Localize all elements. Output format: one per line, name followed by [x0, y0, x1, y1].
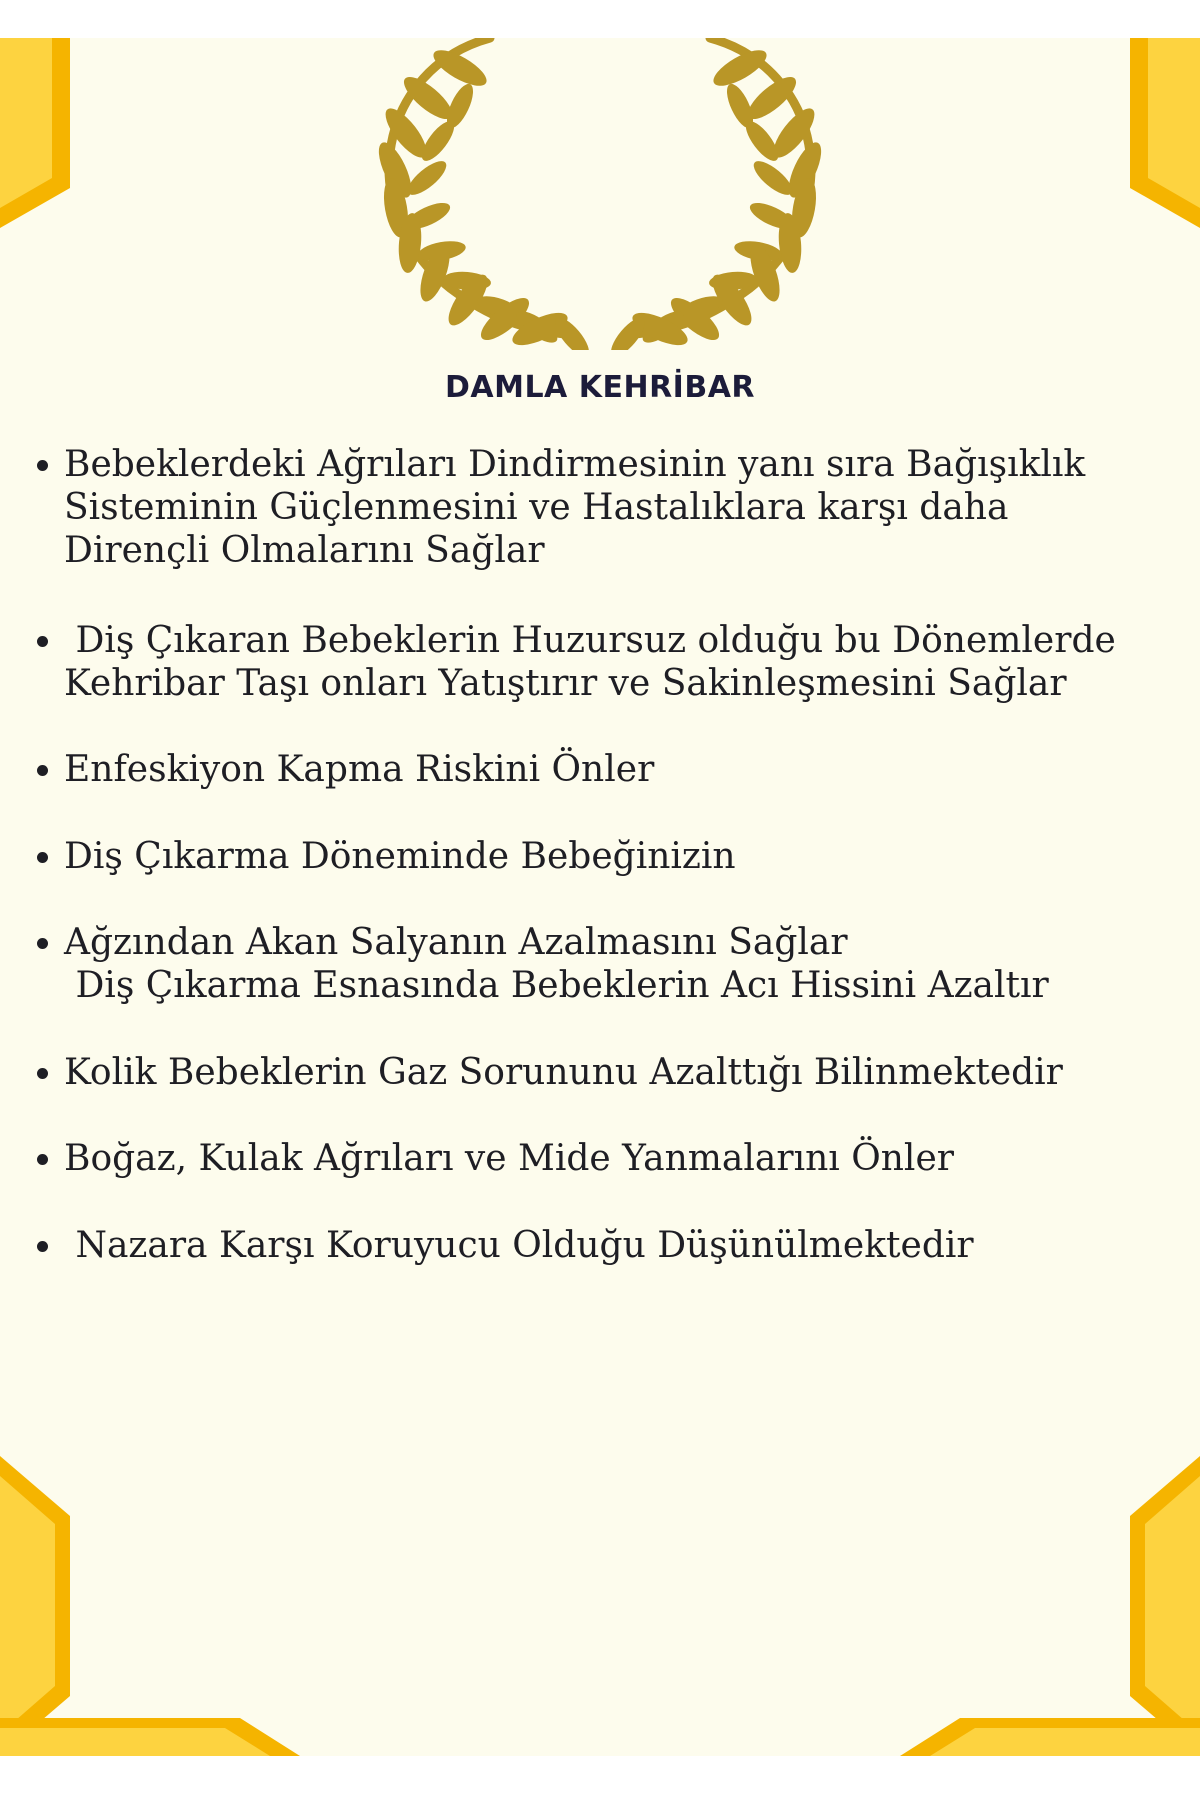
list-item-line: Bebeklerdeki Ağrıları Dindirmesinin yanı sıra Bağışıklık — [64, 444, 1086, 485]
bullet-icon — [37, 938, 48, 949]
bullet-icon — [37, 636, 48, 647]
list-item-line: Nazara Karşı Koruyucu Olduğu Düşünülmektedir — [64, 1225, 974, 1266]
bullet-icon — [37, 1154, 48, 1165]
bullet-icon — [37, 852, 48, 863]
page-title: DAMLA KEHRİBAR — [444, 370, 756, 405]
list-item-line: Diş Çıkaran Bebeklerin Huzursuz olduğu bu Dönemlerde — [64, 620, 1116, 661]
list-item-line: Diş Çıkarma Esnasında Bebeklerin Acı Hissini Azaltır — [64, 965, 1049, 1006]
list-item-line: Enfeskiyon Kapma Riskini Önler — [64, 749, 655, 790]
list-item-line: Diş Çıkarma Döneminde Bebeğinizin — [64, 836, 736, 877]
list-item-line: Boğaz, Kulak Ağrıları ve Mide Yanmalarını Önler — [64, 1138, 954, 1179]
bullet-icon — [37, 1068, 48, 1079]
list-item-line: Dirençli Olmalarını Sağlar — [64, 530, 545, 571]
list-item-line: Kehribar Taşı onları Yatıştırır ve Sakinleşmesini Sağlar — [64, 663, 1067, 704]
bullet-icon — [37, 460, 48, 471]
bullet-icon — [37, 1241, 48, 1252]
list-item-line: Ağzından Akan Salyanın Azalmasını Sağlar — [64, 922, 848, 963]
list-item-line: Kolik Bebeklerin Gaz Sorununu Azalttığı Bilinmektedir — [64, 1052, 1063, 1093]
bullet-icon — [37, 765, 48, 776]
list-item-line: Sisteminin Güçlenmesini ve Hastalıklara karşı daha — [64, 487, 1009, 528]
